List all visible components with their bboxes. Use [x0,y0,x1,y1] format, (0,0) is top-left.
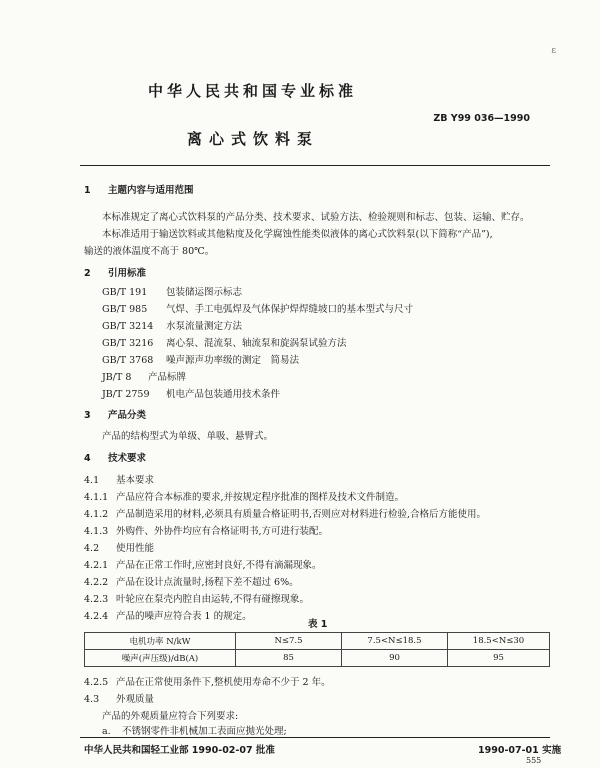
clause: 4.2.3 叶轮应在泵壳内腔自由运转,不得有碰擦现象。 [84,594,310,605]
table-cell: 95 [448,650,550,667]
clause: 4.2 使用性能 [84,543,155,554]
clause: 4.2.2 产品在设计点流量时,扬程下差不超过 6%。 [84,577,299,588]
org-title: 中华人民共和国专业标准 [148,82,358,100]
table-cell: 90 [342,650,448,667]
noise-table [84,632,550,667]
clause: 4.2.1 产品在正常工作时,应密封良好,不得有滴漏现象。 [84,560,322,571]
footer-effective: 1990-07-01 实施 [478,745,562,756]
table-cell: 噪声(声压级)/dB(A) [85,650,236,667]
clause: 4.2.5 产品在正常使用条件下,整机使用寿命不少于 2 年。 [84,677,331,688]
section-1-p2-cont: 输送的液体温度不高于 80℃。 [84,246,215,257]
footer-issuer: 中华人民共和国轻工业部 1990-02-07 批准 [84,745,275,756]
ref-row: GB/T 3768 噪声源声功率级的测定 简易法 [102,355,300,366]
side-mark: ε [551,46,556,56]
appearance-paragraph: 产品的外观质量应符合下列要求: [102,711,239,722]
table-cell: 18.5<N≤30 [448,633,550,650]
footer-rule [80,737,550,738]
clause: 4.2.4 产品的噪声应符合表 1 的规定。 [84,611,252,622]
page-number: 555 [526,756,542,765]
table-caption: 表 1 [308,619,328,630]
clause: 4.1.1 产品应符合本标准的要求,并按规定程序批准的图样及技术文件制造。 [84,492,405,503]
ref-row: GB/T 3216 离心泵、混流泵、轴流泵和旋涡泵试验方法 [102,338,347,349]
ref-row: JB/T 2759 机电产品包装通用技术条件 [102,389,281,400]
table-cell: 85 [236,650,342,667]
table-cell: 7.5<N≤18.5 [342,633,448,650]
clause: 4.1.3 外购件、外协件均应有合格证明书,方可进行装配。 [84,526,329,537]
table-cell: 电机功率 N/kW [85,633,236,650]
section-1-p2: 本标准适用于输送饮料或其他粘度及化学腐蚀性能类似液体的离心式饮料泵(以下简称“产品”), [102,229,493,240]
ref-row: JB/T 8 产品标牌 [102,372,187,383]
table-cell: N≤7.5 [236,633,342,650]
clause: 4.1.2 产品制造采用的材料,必须具有质量合格证明书,否则应对材料进行检验,合格后方能使用。 [84,509,487,520]
table-row [85,650,550,667]
clause: 4.1 基本要求 [84,475,155,486]
ref-row: GB/T 3214 水泵流量测定方法 [102,321,243,332]
section-4-heading: 4 技术要求 [84,453,147,464]
standard-number: ZB Y99 036—1990 [433,113,530,124]
ref-row: GB/T 191 包装储运图示标志 [102,287,243,298]
ref-row: GB/T 985 气焊、手工电弧焊及气体保护焊焊缝坡口的基本型式与尺寸 [102,304,414,315]
list-item: a. 不锈钢零件非机械加工表面应抛光处理; [102,726,287,737]
section-1-p1: 本标准规定了离心式饮料泵的产品分类、技术要求、试验方法、检验规则和标志、包装、运输、贮存。 [102,212,530,223]
table-row [85,633,550,650]
section-3-heading: 3 产品分类 [84,410,147,421]
section-3-p1: 产品的结构型式为单级、单吸、悬臂式。 [102,431,274,442]
section-1-heading: 1 主题内容与适用范围 [84,185,194,196]
header-rule [80,165,550,166]
clause: 4.3 外观质量 [84,694,155,705]
document-title: 离心式饮料泵 [187,130,320,148]
section-2-heading: 2 引用标准 [84,268,147,279]
